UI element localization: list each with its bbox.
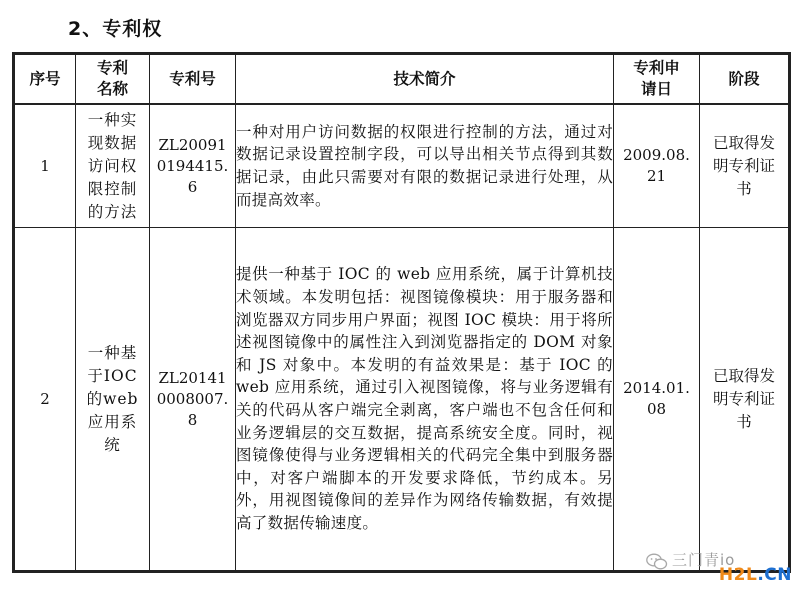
row-date-text: 2014.01.08: [623, 379, 690, 418]
header-name: [76, 54, 150, 105]
watermark-channel: 三门青io: [672, 551, 736, 569]
row-summary-text: 一种对用户访问数据的权限进行控制的方法，通过对数据记录设置控制字段，可以导出相关节点得到其数据记录，由此只需要对有限的数据记录进行处理，从而提高效率。: [236, 122, 613, 209]
watermark: [642, 545, 792, 585]
row-patent-name: [76, 228, 150, 572]
row-stage-text: 已取得发明专利证书: [712, 133, 775, 198]
row-date: [614, 104, 700, 228]
row-index: 1: [14, 104, 76, 228]
header-index: 序号: [14, 54, 76, 105]
row-stage-text: 已取得发明专利证书: [712, 366, 775, 431]
row-patent-number: [150, 104, 236, 228]
row-patent-name-text: 一种基于IOC的web应用系统: [86, 343, 139, 454]
header-name-text: 专利名称: [96, 59, 128, 98]
row-patent-number-text: ZL201410008007.8: [156, 368, 229, 429]
header-date-text: 专利申请日: [633, 59, 680, 98]
row-summary: [236, 104, 614, 228]
watermark-site: [719, 565, 792, 585]
header-date: [614, 54, 700, 105]
wechat-icon: [646, 553, 668, 571]
row-stage: [700, 228, 790, 572]
patent-table: [12, 52, 791, 573]
watermark-site-dot: .: [757, 565, 765, 585]
row-date: [614, 228, 700, 572]
row-summary: [236, 228, 614, 572]
row-index: 2: [14, 228, 76, 572]
row-patent-name: [76, 104, 150, 228]
table-row: [14, 228, 790, 572]
header-number: 专利号: [150, 54, 236, 105]
watermark-site-h2l: H2L: [718, 565, 758, 585]
row-stage: [700, 104, 790, 228]
table-header-row: [14, 54, 790, 105]
section-title: 2、专利权: [68, 18, 163, 40]
table-row: [14, 104, 790, 228]
row-summary-text: 提供一种基于 IOC 的 web 应用系统，属于计算机技术领域。本发明包括：视图镜像模块：用于服务器和浏览器双方同步用户界面；视图 IOC 模块：用于将所述视图镜像中的属性注入到浏览器指定的 DOM 对象和 JS 对象中。本发明的有益效果是：基于 IOC 的 web 应用系统，通过引入视图镜像，将与业务逻辑有关的代码从客户端完全剥离，客户端也不包含任何和业务逻辑层的交互数据，提高系统安全度。同时，视图镜像使得与业务逻辑相关的代码完全集中到服务器中，对客户端脚本的开发要求降低，节约成本。另外，用视图镜像间的差异作为网络传输数据，有效提高了数据传输速度。: [236, 265, 613, 532]
row-date-text: 2009.08.21: [623, 146, 690, 185]
header-stage: 阶段: [700, 54, 790, 105]
header-summary: 技术简介: [236, 54, 614, 105]
row-patent-number: [150, 228, 236, 572]
row-patent-name-text: 一种实现数据访问权限控制的方法: [87, 110, 138, 221]
watermark-site-cn: CN: [764, 565, 792, 585]
row-patent-number-text: ZL200910194415.6: [156, 135, 229, 196]
